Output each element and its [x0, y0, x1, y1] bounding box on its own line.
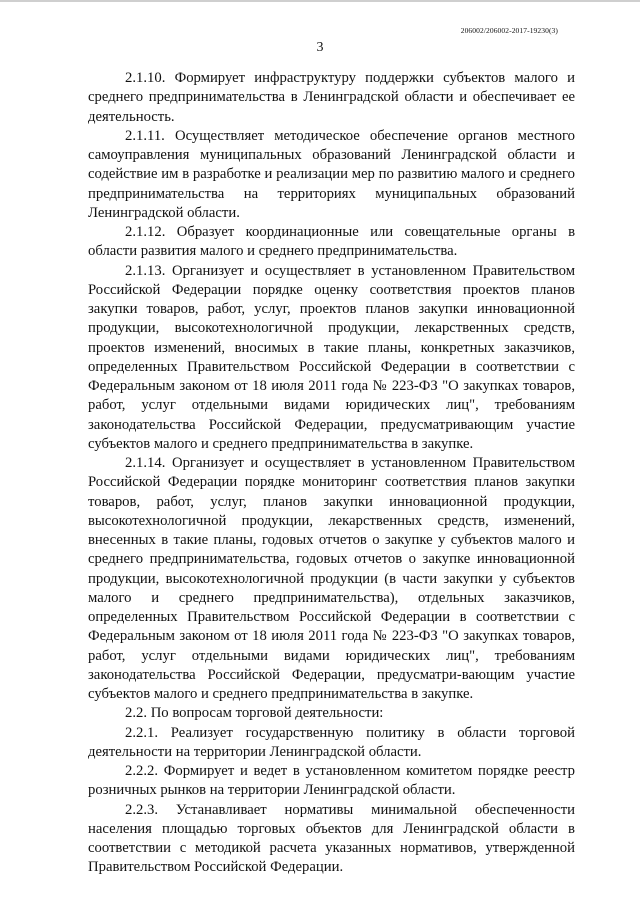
paragraph-2-2-3: 2.2.3. Устанавливает нормативы минимальной обеспеченности населения площадью торговых объектов для Ленинградской области в соответствии с методикой расчета указанных нормативов, утвержденной Правительством Российской Федерации. [88, 801, 575, 876]
paragraph-2-1-14: 2.1.14. Организует и осуществляет в установленном Правительством Российской Федерации порядке мониторинг соответствия планов закупки товаров, работ, услуг, планов закупки инновационной продукции, высокотехнологичной продукции, лекарственных средств, изменений, внесенных в такие планы, годовых отчетов о закупке у субъектов малого и среднего предпринимательства, годовых отчетов о закупке инновационной продукции, высокотехнологичной продукции (в части закупки у субъектов малого и среднего предпринимательства), отдельных заказчиков, определенных Правительством Российской Федерации в соответствии с Федеральным законом от 18 июля 2011 года № 223-ФЗ "О закупках товаров, работ, услуг отдельными видами юридических лиц", требованиям законодательства Российской Федерации, предусматри-вающим участие субъектов малого и среднего предпринимательства в закупке. [88, 455, 575, 702]
paragraph-2-1-11: 2.1.11. Осуществляет методическое обеспечение органов местного самоуправления муниципальных образований Ленинградской области и содействие им в разработке и реализации мер по развитию малого и среднего предпринимательства на территориях муниципальных образований Ленинградской области. [88, 127, 575, 221]
paragraph-2-1-12: 2.1.12. Образует координационные или совещательные органы в области развития малого и среднего предпринимательства. [88, 224, 575, 260]
document-code: 206002/206002-2017-19230(3) [460, 26, 558, 35]
paragraph-2-2-1: 2.2.1. Реализует государственную политику в области торговой деятельности на территории Ленинградской области. [88, 724, 575, 760]
page-number: 3 [316, 40, 324, 55]
section-2-2-heading: 2.2. По вопросам торговой деятельности: [125, 705, 384, 722]
paragraph-2-1-13: 2.1.13. Организует и осуществляет в установленном Правительством Российской Федерации порядке оценку соответствия проектов планов закупки товаров, работ, услуг, проектов планов закупки инновационной продукции, высокотехнологичной продукции, лекарственных средств, проектов изменений, вносимых в такие планы, конкретных заказчиков, определенных Правительством Российской Федерации в соответствии с Федеральным законом от 18 июля 2011 года № 223-ФЗ "О закупках товаров, работ, услуг отдельными видами юридических лиц", требованиям законодательства Российской Федерации, предусматривающим участие субъектов малого и среднего предпринимательства в закупке. [88, 262, 575, 452]
scan-edge-line [0, 0, 640, 2]
document-body [88, 69, 575, 878]
paragraph-2-1-10: 2.1.10. Формирует инфраструктуру поддержки субъектов малого и среднего предпринимательства в Ленинградской области и обеспечивает ее деятельность. [88, 70, 575, 125]
paragraph-2-2-2: 2.2.2. Формирует и ведет в установленном комитетом порядке реестр розничных рынков на территории Ленинградской области. [88, 763, 575, 799]
